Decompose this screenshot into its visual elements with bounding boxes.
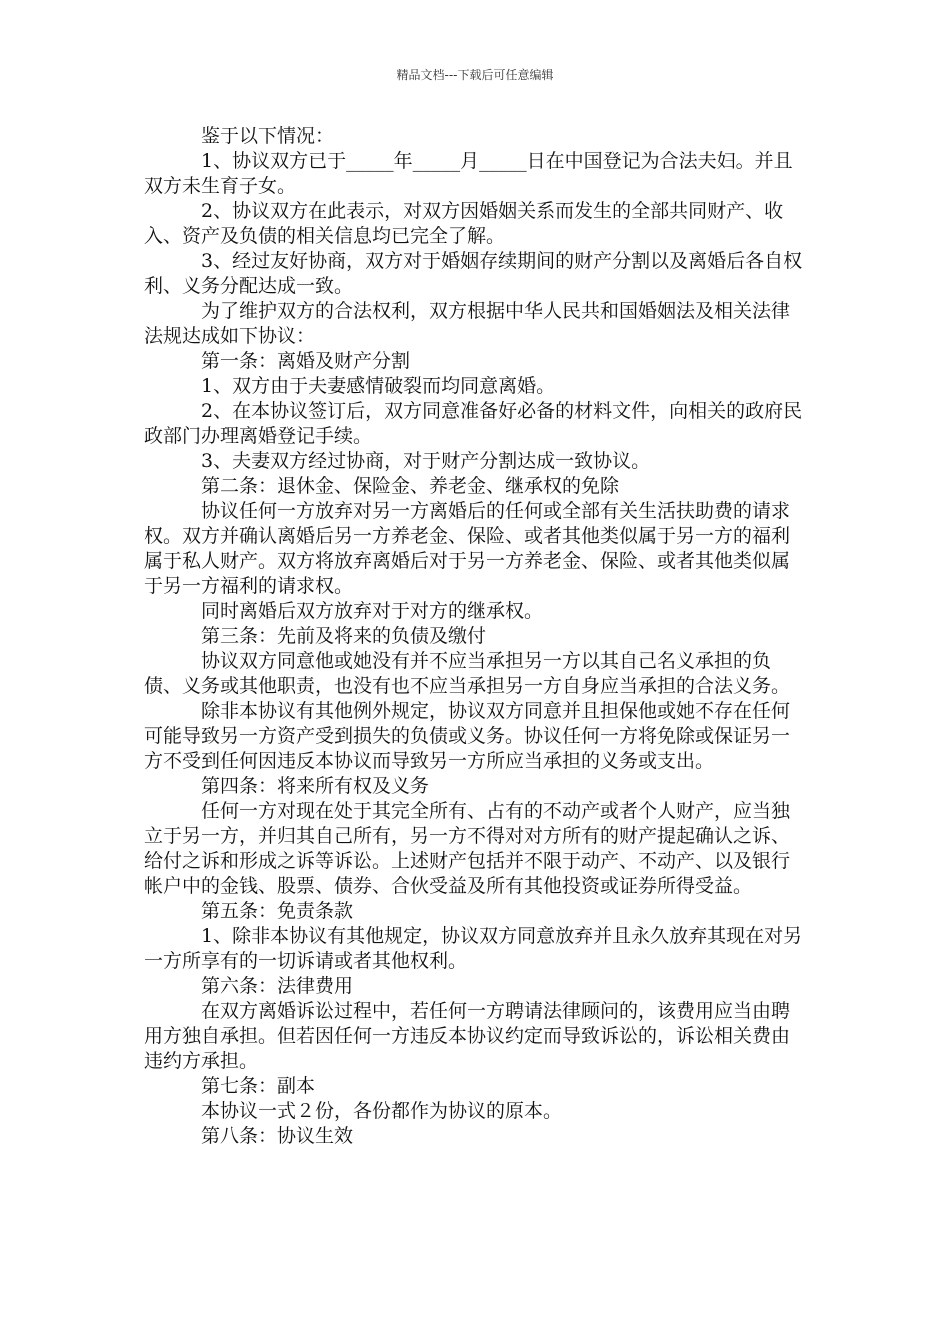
section-heading: 第三条：先前及将来的负债及缴付 [201,625,487,647]
paragraph: 2、协议双方在此表示，对双方因婚姻关系而发生的全部共同财产、收入、资产及负债的相关信息均已完全了解。 [144,200,784,247]
paragraph: 在双方离婚诉讼过程中，若任何一方聘请法律顾问的，该费用应当由聘用方独自承担。但若因任何一方违反本协议约定而导致诉讼的，诉讼相关费由违约方承担。 [144,1000,791,1072]
paragraph: 鉴于以下情况： [201,125,335,147]
paragraph: 协议任何一方放弃对另一方离婚后的任何或全部有关生活扶助费的请求权。双方并确认离婚后另一方养老金、保险、或者其他类似属于另一方的福利属于私人财产。双方将放弃离婚后对于另一方养老金、保险、或者其他类似属于另一方福利的请求权。 [144,500,791,597]
paragraph: 为了维护双方的合法权利，双方根据中华人民共和国婚姻法及相关法律法规达成如下协议： [144,300,791,347]
paragraph: 协议双方同意他或她没有并不应当承担另一方以其自己名义承担的负债、义务或其他职责，也没有也不应当承担另一方自身应当承担的合法义务。 [144,650,791,697]
section-heading: 第六条：法律费用 [201,975,354,997]
document-body [144,124,806,1149]
paragraph: 本协议一式２份，各份都作为协议的原本。 [201,1100,563,1122]
section-heading: 第二条：退休金、保险金、养老金、继承权的免除 [201,475,620,497]
paragraph: 1、协议双方已于_____年_____月_____日在中国登记为合法夫妇。并且双方未生育子女。 [144,150,793,197]
page-header: 精品文档---下载后可任意编辑 [396,68,554,82]
paragraph: 3、经过友好协商，双方对于婚姻存续期间的财产分割以及离婚后各自权利、义务分配达成一致。 [144,250,803,297]
paragraph: 除非本协议有其他例外规定，协议双方同意并且担保他或她不存在任何可能导致另一方资产受到损失的负债或义务。协议任何一方将免除或保证另一方不受到任何因违反本协议而导致另一方所应当承担的义务或支出。 [144,700,791,772]
section-heading: 第五条：免责条款 [201,900,354,922]
paragraph: 1、双方由于夫妻感情破裂而均同意离婚。 [201,375,556,397]
paragraph: 2、在本协议签订后，双方同意准备好必备的材料文件，向相关的政府民政部门办理离婚登记手续。 [144,400,803,447]
paragraph: 1、除非本协议有其他规定，协议双方同意放弃并且永久放弃其现在对另一方所享有的一切诉请或者其他权利。 [144,925,803,972]
paragraph: 同时离婚后双方放弃对于对方的继承权。 [201,600,544,622]
paragraph: 任何一方对现在处于其完全所有、占有的不动产或者个人财产，应当独立于另一方，并归其自己所有，另一方不得对对方所有的财产提起确认之诉、给付之诉和形成之诉等诉讼。上述财产包括并不限于动产、不动产、以及银行帐户中的金钱、股票、债券、合伙受益及所有其他投资或证券所得受益。 [144,800,791,897]
section-heading: 第七条：副本 [201,1075,316,1097]
section-heading: 第四条：将来所有权及义务 [201,775,430,797]
section-heading: 第一条：离婚及财产分割 [201,350,411,372]
paragraph: 3、夫妻双方经过协商，对于财产分割达成一致协议。 [201,450,651,472]
section-heading: 第八条：协议生效 [201,1125,354,1147]
